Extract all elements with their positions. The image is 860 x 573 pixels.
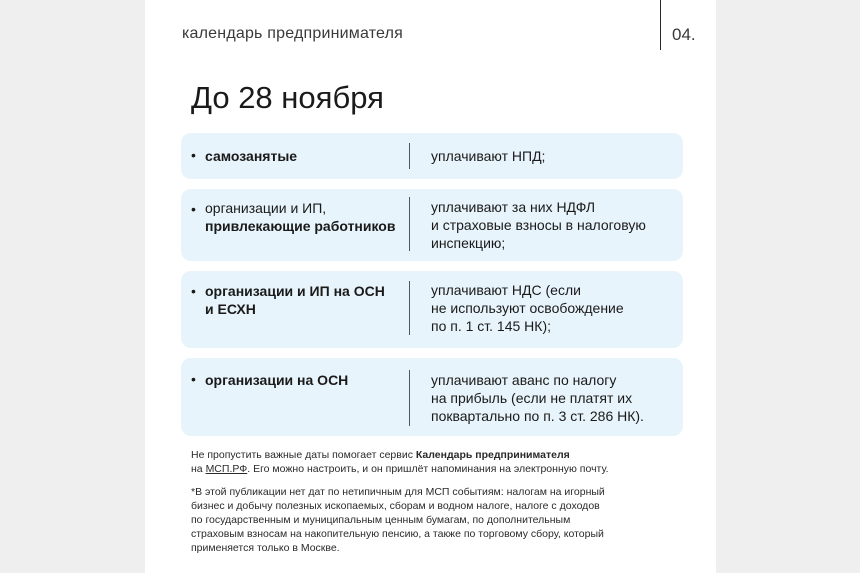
- category-line: организации на ОСН: [205, 372, 349, 388]
- bullet: •: [191, 201, 196, 217]
- obligation: [431, 198, 676, 252]
- main-title: До 28 ноября: [191, 80, 384, 115]
- note-text: Не пропустить важные даты помогает сервис: [191, 449, 416, 461]
- obligation-line: поквартально по п. 3 ст. 286 НК).: [431, 408, 644, 424]
- page-card: [145, 0, 716, 573]
- obligation-line: уплачивают за них НДФЛ: [431, 199, 596, 215]
- category-line: организации и ИП,: [205, 200, 327, 216]
- tax-row: [181, 189, 683, 261]
- taxpayer-category: [205, 371, 405, 389]
- page-number: 04.: [672, 25, 696, 44]
- obligation-line: по п. 1 ст. 145 НК);: [431, 318, 551, 334]
- footnote: [191, 485, 671, 555]
- obligation: [431, 281, 676, 335]
- column-separator: [409, 281, 410, 335]
- bullet: •: [191, 147, 196, 163]
- obligation-line: уплачивают аванс по налогу: [431, 372, 617, 388]
- column-separator: [409, 143, 410, 169]
- obligation: [431, 147, 676, 165]
- header-title: календарь предпринимателя: [182, 25, 404, 42]
- note-text: . Его можно настроить, и он пришлёт напоминания на электронную почту.: [247, 463, 609, 475]
- category-line: привлекающие работников: [205, 218, 396, 234]
- category-line: самозанятые: [205, 148, 298, 164]
- service-note: [191, 448, 671, 476]
- obligation-line: на прибыль (если не платят их: [431, 390, 633, 406]
- column-separator: [409, 370, 410, 426]
- obligation-line: инспекцию;: [431, 235, 506, 251]
- taxpayer-category: [205, 199, 405, 235]
- taxpayer-category: [205, 147, 405, 165]
- footnote-line: применяется только в Москве.: [191, 542, 340, 554]
- bullet: •: [191, 371, 196, 387]
- obligation-line: и страховые взносы в налоговую: [431, 217, 646, 233]
- footnote-line: *В этой публикации нет дат по нетипичным для МСП событиям: налогам на игорный: [191, 486, 605, 498]
- bullet: •: [191, 283, 196, 299]
- obligation-line: не используют освобождение: [431, 300, 624, 316]
- tax-row: [181, 133, 683, 179]
- obligation: [431, 371, 676, 425]
- column-separator: [409, 197, 410, 251]
- header-divider: [660, 0, 661, 50]
- category-line: и ЕСХН: [205, 301, 256, 317]
- category-line: организации и ИП на ОСН: [205, 283, 385, 299]
- tax-row: [181, 271, 683, 348]
- footnote-line: бизнес и добычу полезных ископаемых, сборам и водном налоге, налоге с доходов: [191, 500, 600, 512]
- obligation-line: уплачивают НПД;: [431, 148, 546, 164]
- note-text: на: [191, 463, 206, 475]
- footnote-line: по государственным и муниципальным ценным бумагам, по дополнительным: [191, 514, 571, 526]
- taxpayer-category: [205, 282, 405, 318]
- tax-row: [181, 358, 683, 436]
- footnote-line: страховым взносам на накопительную пенсию, а также по торговому сбору, который: [191, 528, 604, 540]
- msp-link[interactable]: МСП.РФ: [205, 463, 248, 475]
- obligation-line: уплачивают НДС (если: [431, 282, 581, 298]
- service-name: Календарь предпринимателя: [415, 449, 570, 461]
